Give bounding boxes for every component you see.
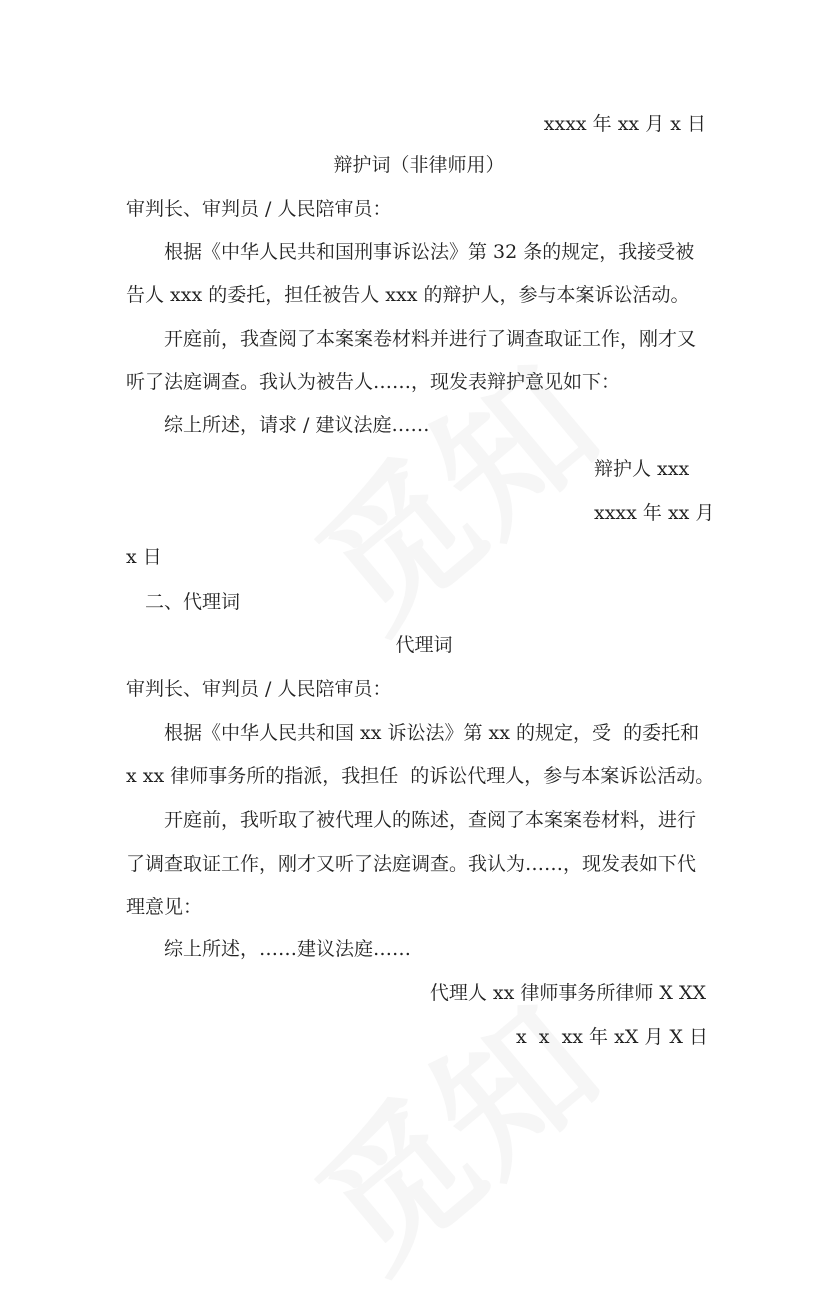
paragraph-line: 根据《中华人民共和国 xx 诉讼法》第 xx 的规定，受 的委托和 (164, 722, 700, 744)
paragraph-line: 了调查取证工作，刚才又听了法庭调查。我认为……，现发表如下代 (126, 853, 697, 875)
defense-date: xxxx 年 xx 月 (594, 502, 715, 524)
paragraph-line: x xx 律师事务所的指派，我担任 的诉讼代理人，参与本案诉讼活动。 (126, 765, 715, 787)
salutation: 审判长、审判员 / 人民陪审员： (126, 198, 392, 220)
paragraph-line: 告人 xxx 的委托，担任被告人 xxx 的辩护人，参与本案诉讼活动。 (126, 284, 690, 306)
defense-signer: 辩护人 xxx (594, 458, 690, 480)
paragraph-line: 综上所述，请求 / 建议法庭…… (164, 414, 430, 436)
paragraph-line: 听了法庭调查。我认为被告人……，现发表辩护意见如下： (126, 371, 621, 393)
section-heading: 二、代理词 (145, 591, 241, 613)
agency-date: x x xx 年 xX 月 X 日 (516, 1026, 708, 1048)
paragraph-line: 根据《中华人民共和国刑事诉讼法》第 32 条的规定，我接受被 (164, 241, 695, 263)
paragraph-line: 开庭前，我听取了被代理人的陈述，查阅了本案案卷材料，进行 (164, 809, 697, 831)
defense-date-cont: x 日 (126, 546, 162, 568)
paragraph-line: 理意见： (126, 896, 203, 918)
defense-title: 辩护词（非律师用） (333, 154, 505, 176)
salutation: 审判长、审判员 / 人民陪审员： (126, 678, 392, 700)
watermark (266, 309, 635, 667)
paragraph-line: 开庭前，我查阅了本案案卷材料并进行了调查取证工作，刚才又 (164, 328, 697, 350)
agency-signer: 代理人 xx 律师事务所律师 X XX (429, 982, 706, 1004)
date-top: xxxx 年 xx 月 x 日 (543, 113, 706, 135)
agency-title: 代理词 (395, 634, 453, 656)
paragraph-line: 综上所述，……建议法庭…… (164, 938, 412, 960)
